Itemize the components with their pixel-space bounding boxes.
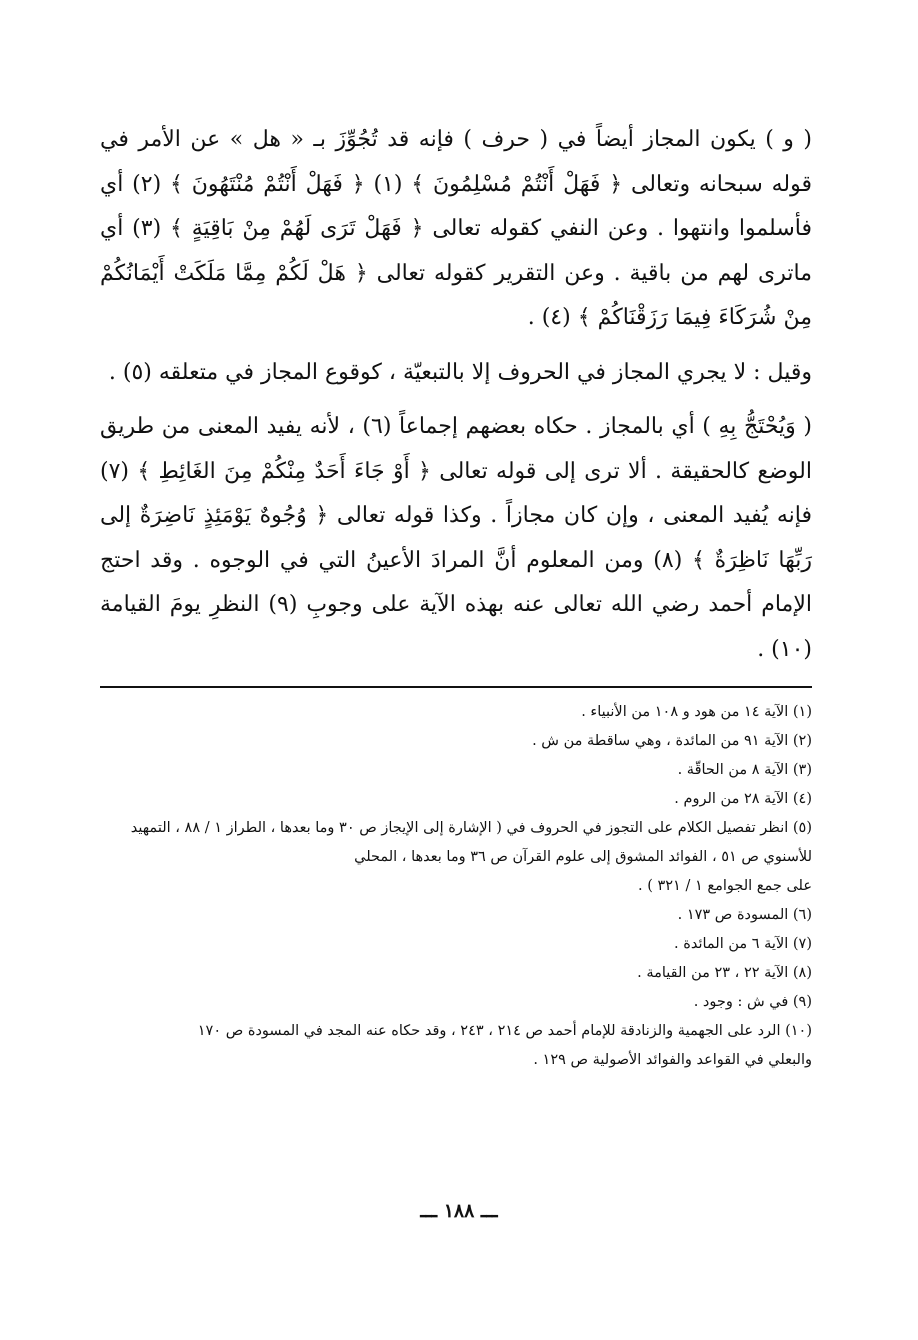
footnote-text: (١) الآية ١٤ من هود و ١٠٨ من الأنبياء . [581, 704, 812, 720]
footnote-text: (٧) الآية ٦ من المائدة . [674, 936, 812, 952]
footnote-text: (٢) الآية ٩١ من المائدة ، وهي ساقطة من ش . [532, 733, 812, 749]
footnote-text: (٥) انظر تفصيل الكلام على التجوز في الحروف في ( الإشارة إلى الإيجاز ص ٣٠ وما بعدها ، الطراز ١ / ٨٨ ، التمهيد للأسنوي ص ٥١ ، الفوائد المشوق إلى علوم القرآن ص ٣٦ وما بعدها ، المحلي [130, 820, 812, 865]
paragraph-3: ( وَيُحْتَجُّ بِهِ ) أي بالمجاز . حكاه بعضهم إجماعاً (٦) ، لأنه يفيد المعنى من طريق الوضع كالحقيقة . ألا ترى إلى قوله تعالى ﴿ أَوْ جَاءَ أَحَدٌ مِنْكُمْ مِنَ الغَائِطِ ﴾ (٧) فإنه يُفيد المعنى ، وإن كان مجازاً . وكذا قوله تعالى ﴿ وُجُوهٌ يَوْمَئِذٍ نَاضِرَةٌ إلى رَبِّهَا نَاظِرَةٌ ﴾ (٨) ومن المعلوم أنَّ المرادَ الأعينُ التي في الوجوه . وقد احتج الإمام أحمد رضي الله تعالى عنه بهذه الآية على وجوبِ (٩) النظرِ يومَ القيامة (١٠) . [100, 414, 813, 662]
footnote-continuation: على جمع الجوامع ١ / ٣٢١ ) . [637, 878, 812, 894]
page-content [100, 118, 812, 1075]
paragraph-1: ( و ) يكون المجاز أيضاً في ( حرف ) فإنه قد تُجُوِّزَ بـ « هل » عن الأمر في قوله سبحانه وتعالى ﴿ فَهَلْ أَنْتُمْ مُسْلِمُونَ ﴾ (١) ﴿ فَهَلْ أَنْتُمْ مُنْتَهُونَ ﴾ (٢) أي فأسلموا وانتهوا . وعن النفي كقوله تعالى ﴿ فَهَلْ تَرَى لَهُمْ مِنْ بَاقِيَةٍ ﴾ (٣) أي ماترى لهم من باقية . وعن التقرير كقوله تعالى ﴿ هَلْ لَكُمْ مِمَّا مَلَكَتْ أَيْمَانُكُمْ مِنْ شُرَكَاءَ فِيمَا رَزَقْنَاكُمْ ﴾ (٤) . [100, 127, 812, 330]
footnote-3 [100, 756, 812, 785]
footnote-1 [100, 698, 812, 727]
footnote-text: (٤) الآية ٢٨ من الروم . [674, 791, 812, 807]
footnote-text: (٦) المسودة ص ١٧٣ . [677, 907, 812, 923]
footnote-text: (٣) الآية ٨ من الحاقّة . [677, 762, 812, 778]
footnote-10 [100, 1017, 812, 1075]
footnote-continuation: والبعلي في القواعد والفوائد الأصولية ص ١٢٩ . [533, 1052, 812, 1068]
footnote-text: (١٠) الرد على الجهمية والزنادقة للإمام أحمد ص ٢١٤ ، ٢٤٣ ، وقد حكاه عنه المجد في المسودة ص ١٧٠ [197, 1023, 812, 1039]
footnote-8 [100, 959, 812, 988]
page-number: ـــ ١٨٨ ـــ [420, 1200, 498, 1222]
footnote-2 [100, 727, 812, 756]
main-text [100, 118, 812, 672]
footnote-separator [100, 686, 812, 688]
footnote-9 [100, 988, 812, 1017]
footnotes [100, 698, 812, 1075]
footnote-text: (٩) في ش : وجود . [693, 994, 812, 1010]
footnote-6 [100, 901, 812, 930]
footnote-text: (٨) الآية ٢٢ ، ٢٣ من القيامة . [637, 965, 812, 981]
footnote-5 [100, 814, 812, 901]
footnote-4 [100, 785, 812, 814]
footnote-7 [100, 930, 812, 959]
paragraph-2: وقيل : لا يجري المجاز في الحروف إلا بالتبعيّة ، كوقوع المجاز في متعلقه (٥) . [108, 359, 812, 385]
